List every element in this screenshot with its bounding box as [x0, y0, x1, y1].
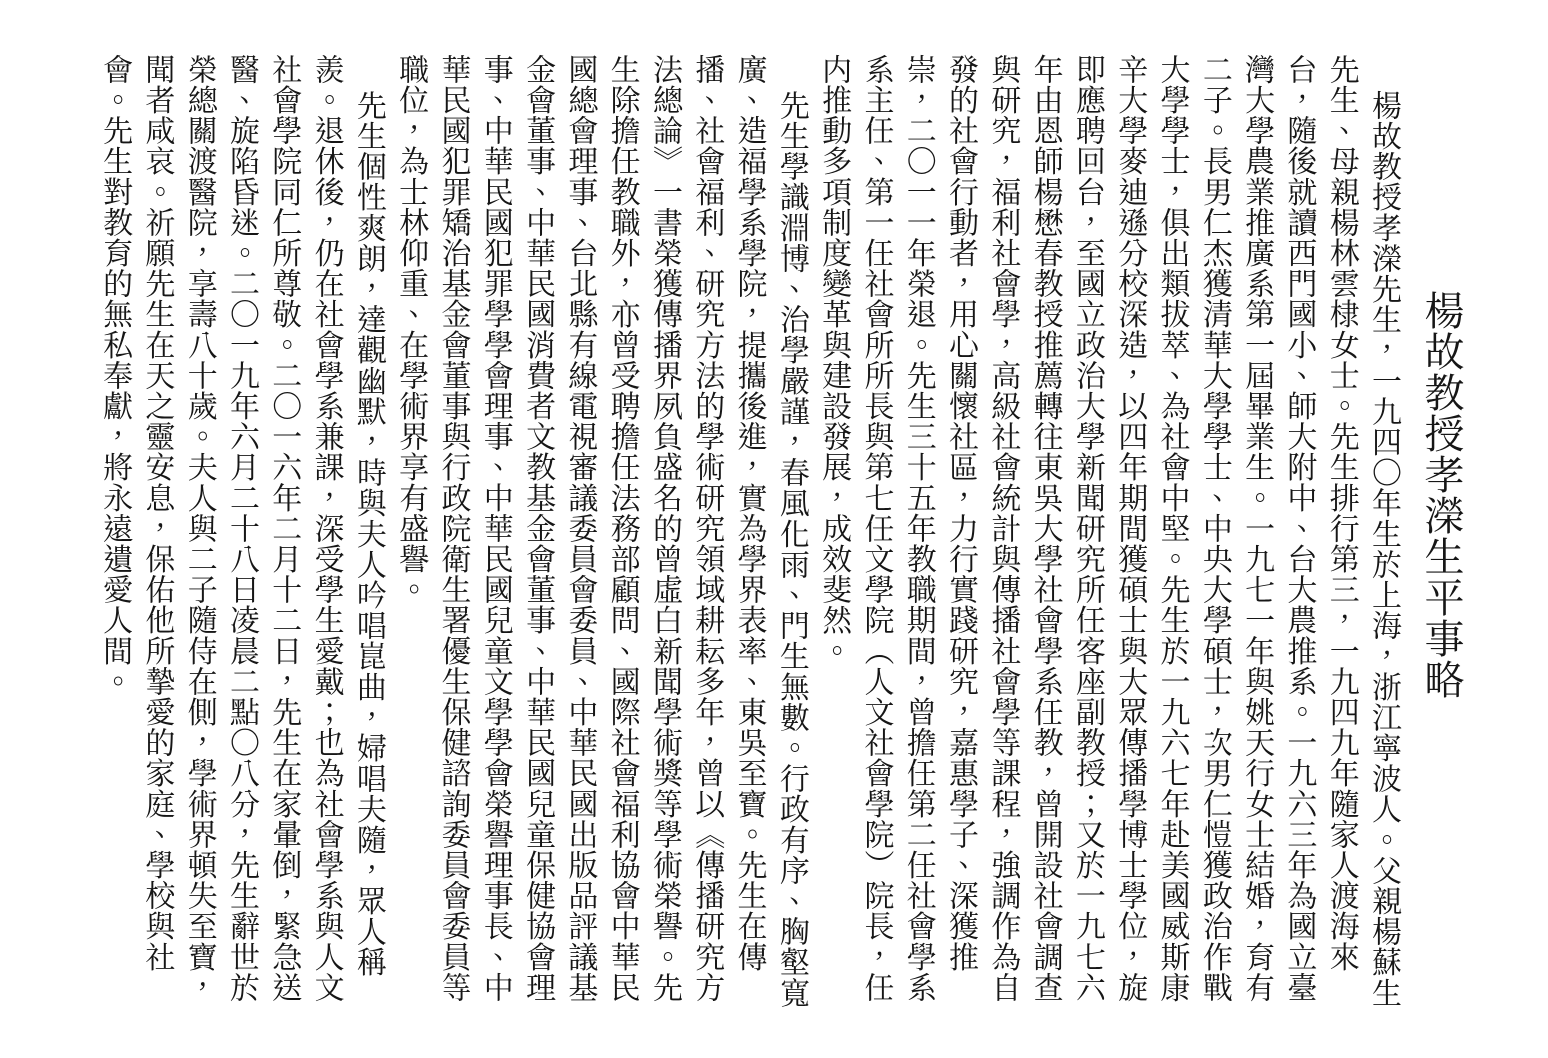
document-title: 楊故教授孝濚生平事略: [1419, 290, 1464, 700]
paragraph-career-honors: 先生學識淵博、治學嚴謹，春風化雨、門生無數。行政有序、胸壑寬廣、造福學系學院，提攜後進，實為學界表率、東吳至寶。先生在傳播、社會福利、研究方法的學術研究領域耕耘多年，曾以《傳播研究方法總論》一書榮獲傳播界夙負盛名的曾虛白新聞學術獎等學術榮譽。先生除擔任教職外，亦曾受聘擔任法務部顧問、國際社會福利協會中華民國總會理事、台北縣有線電視審議委員會委員、中華民國出版品評議基金會董事、中華民國消費者文教基金會董事、中華民國兒童保健協會理事、中華民國犯罪學學會理事、中華民國兒童文學學會榮譽理事長、中華民國犯罪矯治基金會董事與行政院衛生署優生保健諮詢委員會委員等職位，為士林仰重、在學術界享有盛譽。: [394, 54, 808, 1008]
paragraph-personal-passing: 先生個性爽朗，達觀幽默，時與夫人吟唱崑曲，婦唱夫隨，眾人稱羨。退休後，仍在社會學系兼課，深受學生愛戴；也為社會學系與人文社會學院同仁所尊敬。二〇一六年二月十二日，先生在家暈倒，緊急送醫、旋陷昏迷。二〇一九年六月二十八日凌晨二點〇八分，先生辭世於榮總關渡醫院，享壽八十歲。夫人與二子隨侍在側，學術界頓失至寶，聞者咸哀。祈願先生在天之靈安息，保佑他所摯愛的家庭、學校與社會。先生對教育的無私奉獻，將永遠遺愛人間。: [98, 54, 385, 1003]
paragraph-biography: 楊故教授孝濚先生，一九四〇年生於上海，浙江寧波人。父親楊蘇生先生、母親楊林雲棣女士。先生排行第三，一九四九年隨家人渡海來台，隨後就讀西門國小、師大附中、台大農推系。一九六三年為國立臺灣大學農業推廣系第一屆畢業生。一九七一年與姚天行女士結婚，育有二子。長男仁杰獲清華大學學士、中央大學碩士，次男仁愷獲政治作戰大學學士，俱出類拔萃、為社會中堅。先生於一九六七年赴美國威斯康辛大學麥迪遜分校深造，以四年期間獲碩士與大眾傳播學博士學位，旋即應聘回台，至國立政治大學新聞研究所任客座副教授；又於一九七六年由恩師楊懋春教授推薦轉往東吳大學社會學系任教，曾開設社會調查與研究，福利社會學，高級社會統計與傳播社會學等課程，強調作為自發的社會行動者，用心關懷社區，力行實踐研究，嘉惠學子、深獲推崇，二〇一一年榮退。先生三十五年教職期間，曾擔任第二任社會學系系主任、第一任社會所所長與第七任文學院（人文社會學院）院長，任内推動多項制度變革與建設發展，成效斐然。: [817, 54, 1400, 1008]
